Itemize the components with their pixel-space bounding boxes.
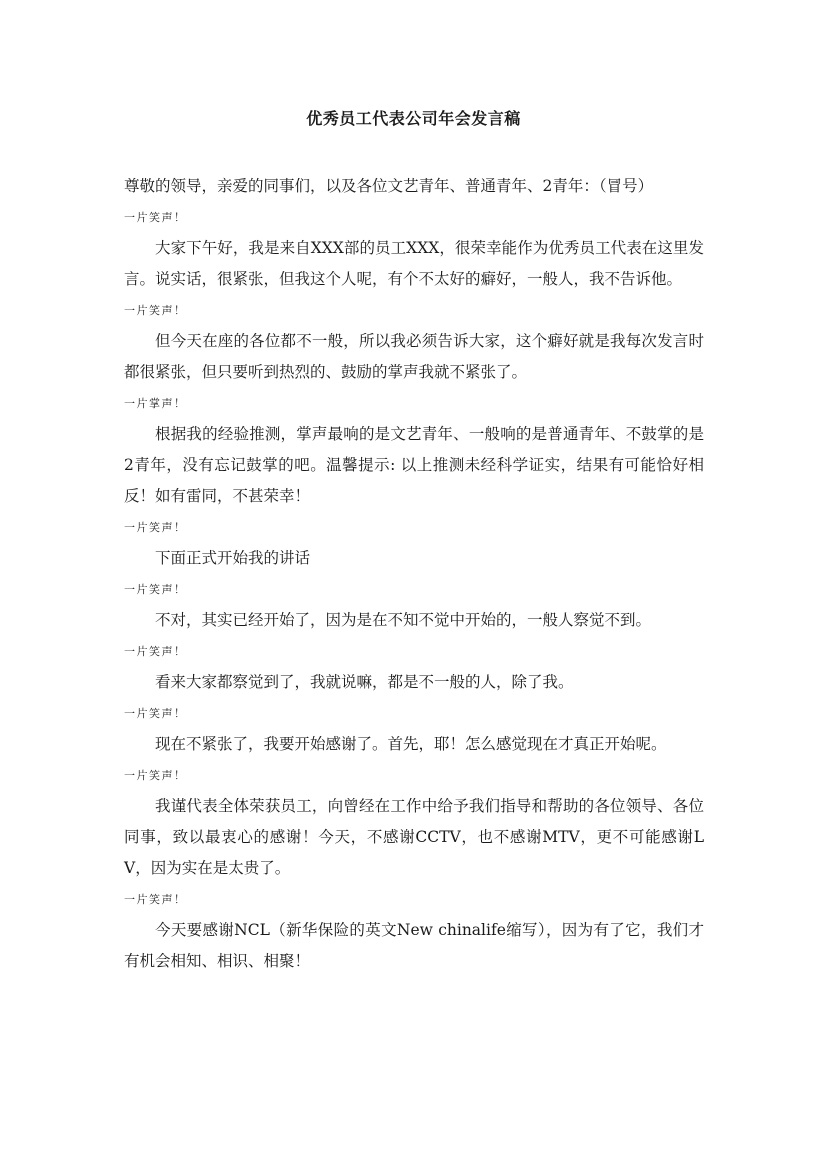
audience-reaction: 一片笑声！	[124, 769, 187, 782]
body-paragraph: 看来大家都察觉到了，我就说嘛，都是不一般的人，除了我。	[155, 673, 574, 691]
audience-reaction: 一片掌声！	[124, 397, 187, 410]
audience-reaction: 一片笑声！	[124, 645, 187, 658]
document-title: 优秀员工代表公司年会发言稿	[306, 109, 521, 128]
audience-reaction: 一片笑声！	[124, 583, 187, 596]
body-paragraph: 但今天在座的各位都不一般，所以我必须告诉大家，这个癖好就是我每次发言时都很紧张，但只要听到热烈的、鼓励的掌声我就不紧张了。	[124, 332, 704, 381]
body-paragraph: 根据我的经验推测，掌声最响的是文艺青年、一般响的是普通青年、不鼓掌的是2青年，没有忘记鼓掌的吧。温馨提示: 以上推测未经科学证实，结果有可能恰好相反！如有雷同，不甚荣幸！	[124, 425, 704, 505]
audience-reaction: 一片笑声！	[124, 211, 187, 224]
body-paragraph: 今天要感谢NCL（新华保险的英文New chinalife缩写），因为有了它，我们才有机会相知、相识、相聚！	[124, 921, 704, 970]
body-paragraph: 我谨代表全体荣获员工，向曾经在工作中给予我们指导和帮助的各位领导、各位同事，致以最衷心的感谢！今天，不感谢CCTV，也不感谢MTV，更不可能感谢LV，因为实在是太贵了。	[124, 797, 704, 877]
audience-reaction: 一片笑声！	[124, 521, 187, 534]
audience-reaction: 一片笑声！	[124, 304, 187, 317]
body-paragraph: 大家下午好，我是来自XXX部的员工XXX，很荣幸能作为优秀员工代表在这里发言。说实话，很紧张，但我这个人呢，有个不太好的癖好，一般人，我不告诉他。	[124, 239, 704, 288]
body-paragraph: 下面正式开始我的讲话	[155, 549, 311, 567]
audience-reaction: 一片笑声！	[124, 707, 187, 720]
salutation-paragraph: 尊敬的领导，亲爱的同事们，以及各位文艺青年、普通青年、2青年：（冒号）	[124, 177, 654, 195]
body-paragraph: 现在不紧张了，我要开始感谢了。首先，耶！怎么感觉现在才真正开始呢。	[155, 735, 667, 753]
audience-reaction: 一片笑声！	[124, 893, 187, 906]
body-paragraph: 不对，其实已经开始了，因为是在不知不觉中开始的，一般人察觉不到。	[155, 611, 652, 629]
document-body	[124, 171, 704, 977]
